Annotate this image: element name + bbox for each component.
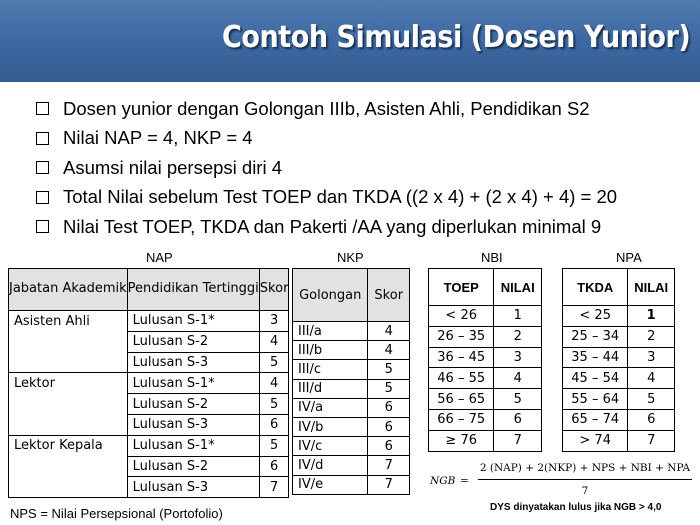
- table-row: [563, 368, 675, 389]
- skor-cell: 4: [259, 373, 289, 394]
- toep-range-cell: 66 – 75: [429, 409, 494, 430]
- skor-cell: 5: [368, 379, 410, 398]
- skor-cell: 7: [368, 456, 410, 475]
- golongan-cell: IV/c: [293, 437, 368, 456]
- table-row: [293, 379, 410, 398]
- title-banner: [0, 0, 700, 82]
- pendidikan-cell: Lulusan S-1*: [127, 435, 259, 456]
- skor-cell: 7: [259, 477, 289, 498]
- skor-cell: 3: [259, 311, 289, 332]
- column-header: Skor: [259, 269, 289, 311]
- bullet-item: [36, 124, 686, 154]
- checkbox-bullet-icon: [36, 161, 49, 174]
- tkda-range-cell: 45 – 54: [563, 368, 628, 389]
- toep-range-cell: 46 – 55: [429, 368, 494, 389]
- tkda-range-cell: 25 – 34: [563, 326, 628, 347]
- nilai-cell: 5: [628, 389, 675, 410]
- table-row: [429, 306, 542, 327]
- pendidikan-cell: Lulusan S-1*: [127, 373, 259, 394]
- jabatan-cell: Lektor: [9, 373, 128, 394]
- pass-criteria-note: DYS dinyatakan lulus jika NGB > 4,0: [490, 502, 662, 513]
- skor-cell: 5: [259, 352, 289, 373]
- column-header: Skor: [368, 269, 410, 322]
- skor-cell: 6: [368, 437, 410, 456]
- table-row: [293, 437, 410, 456]
- bullet-text: Total Nilai sebelum Test TOEP dan TKDA ((2 x 4) + (2 x 4) + 4) = 20: [63, 186, 618, 208]
- table-row: [293, 417, 410, 436]
- golongan-cell: IV/e: [293, 475, 368, 494]
- nilai-cell: 5: [494, 389, 542, 410]
- bullet-text: Nilai Test TOEP, TKDA dan Pakerti /AA yang diperlukan minimal 9: [63, 215, 602, 237]
- bullet-text: Nilai NAP = 4, NKP = 4: [63, 127, 253, 149]
- jabatan-cell: Asisten Ahli: [9, 311, 128, 332]
- nps-definition-note: NPS = Nilai Persepsional (Portofolio): [10, 506, 223, 521]
- table-row: [9, 373, 289, 394]
- ngb-formula: [430, 462, 692, 500]
- tkda-range-cell: 65 – 74: [563, 409, 628, 430]
- npa-table-label: NPA: [616, 250, 642, 265]
- toep-range-cell: ≥ 76: [429, 430, 494, 451]
- formula-equals: =: [460, 475, 469, 487]
- bullet-item: [36, 94, 686, 124]
- nilai-cell: 6: [628, 409, 675, 430]
- table-row: [563, 347, 675, 368]
- jabatan-cell: [9, 477, 128, 498]
- toep-range-cell: 36 – 45: [429, 347, 494, 368]
- bullet-item: [36, 212, 686, 242]
- table-row: [9, 414, 289, 435]
- formula-numerator: 2 (NAP) + 2(NKP) + NPS + NBI + NPA: [479, 462, 691, 474]
- formula-denominator: 7: [581, 485, 589, 497]
- skor-cell: 4: [259, 331, 289, 352]
- table-row: [293, 322, 410, 341]
- column-header: TKDA: [563, 269, 628, 306]
- column-header: NILAI: [628, 269, 675, 306]
- table-row: [563, 326, 675, 347]
- table-header-row: [563, 269, 675, 306]
- nbi-table-label: NBI: [481, 250, 503, 265]
- column-header: Golongan: [293, 269, 368, 322]
- skor-cell: 4: [368, 341, 410, 360]
- nkp-table: [292, 268, 410, 495]
- table-row: [429, 409, 542, 430]
- golongan-cell: III/c: [293, 360, 368, 379]
- bullet-item: [36, 153, 686, 183]
- table-row: [563, 409, 675, 430]
- table-row: [9, 311, 289, 332]
- nilai-cell: 4: [628, 368, 675, 389]
- pendidikan-cell: Lulusan S-2: [127, 456, 259, 477]
- table-row: [9, 456, 289, 477]
- table-row: [429, 430, 542, 451]
- bullet-text: Asumsi nilai persepsi diri 4: [63, 156, 283, 178]
- table-row: [9, 352, 289, 373]
- jabatan-cell: Lektor Kepala: [9, 435, 128, 456]
- bullet-text: Dosen yunior dengan Golongan IIIb, Asisten Ahli, Pendidikan S2: [63, 97, 590, 119]
- nilai-cell: 6: [494, 409, 542, 430]
- skor-cell: 5: [368, 360, 410, 379]
- tkda-range-cell: > 74: [563, 430, 628, 451]
- tkda-range-cell: 35 – 44: [563, 347, 628, 368]
- table-header-row: [429, 269, 542, 306]
- column-header: TOEP: [429, 269, 494, 306]
- fraction-bar: [478, 479, 692, 480]
- table-row: [429, 347, 542, 368]
- column-header: Pendidikan Tertinggi: [127, 269, 259, 311]
- table-row: [429, 389, 542, 410]
- skor-cell: 6: [259, 414, 289, 435]
- pendidikan-cell: Lulusan S-3: [127, 352, 259, 373]
- golongan-cell: III/a: [293, 322, 368, 341]
- table-row: [293, 456, 410, 475]
- nilai-cell: 1: [494, 306, 542, 327]
- table-row: [9, 331, 289, 352]
- golongan-cell: III/b: [293, 341, 368, 360]
- pendidikan-cell: Lulusan S-1*: [127, 311, 259, 332]
- table-row: [293, 360, 410, 379]
- tkda-range-cell: < 25: [563, 306, 628, 327]
- jabatan-cell: [9, 414, 128, 435]
- table-header-row: [9, 269, 289, 311]
- toep-range-cell: 56 – 65: [429, 389, 494, 410]
- nap-table-label: NAP: [146, 250, 173, 265]
- table-row: [293, 398, 410, 417]
- golongan-cell: III/d: [293, 379, 368, 398]
- page-title: Contoh Simulasi (Dosen Yunior): [221, 20, 690, 55]
- golongan-cell: IV/b: [293, 417, 368, 436]
- pendidikan-cell: Lulusan S-3: [127, 477, 259, 498]
- pendidikan-cell: Lulusan S-2: [127, 394, 259, 415]
- skor-cell: 5: [259, 394, 289, 415]
- nilai-cell: 7: [628, 430, 675, 451]
- table-row: [9, 477, 289, 498]
- nilai-cell: 1: [628, 306, 675, 327]
- toep-range-cell: < 26: [429, 306, 494, 327]
- nilai-cell: 3: [628, 347, 675, 368]
- jabatan-cell: [9, 456, 128, 477]
- bullet-item: [36, 183, 686, 213]
- table-header-row: [293, 269, 410, 322]
- nbi-table: [428, 268, 542, 452]
- pendidikan-cell: Lulusan S-3: [127, 414, 259, 435]
- column-header: Jabatan Akademik: [9, 269, 128, 311]
- nap-table: [8, 268, 289, 498]
- table-row: [9, 435, 289, 456]
- table-row: [293, 341, 410, 360]
- npa-table: [562, 268, 675, 452]
- nilai-cell: 2: [628, 326, 675, 347]
- golongan-cell: IV/d: [293, 456, 368, 475]
- golongan-cell: IV/a: [293, 398, 368, 417]
- checkbox-bullet-icon: [36, 132, 49, 145]
- bullet-list: [36, 94, 686, 242]
- table-row: [293, 475, 410, 494]
- nkp-table-label: NKP: [337, 250, 364, 265]
- table-row: [563, 430, 675, 451]
- formula-lhs: NGB: [430, 475, 456, 487]
- column-header: NILAI: [494, 269, 542, 306]
- pendidikan-cell: Lulusan S-2: [127, 331, 259, 352]
- table-row: [563, 306, 675, 327]
- nilai-cell: 3: [494, 347, 542, 368]
- checkbox-bullet-icon: [36, 102, 49, 115]
- skor-cell: 7: [368, 475, 410, 494]
- skor-cell: 5: [259, 435, 289, 456]
- checkbox-bullet-icon: [36, 220, 49, 233]
- nilai-cell: 2: [494, 326, 542, 347]
- skor-cell: 6: [259, 456, 289, 477]
- table-row: [563, 389, 675, 410]
- nilai-cell: 4: [494, 368, 542, 389]
- skor-cell: 4: [368, 322, 410, 341]
- jabatan-cell: [9, 352, 128, 373]
- skor-cell: 6: [368, 417, 410, 436]
- toep-range-cell: 26 – 35: [429, 326, 494, 347]
- tkda-range-cell: 55 – 64: [563, 389, 628, 410]
- jabatan-cell: [9, 331, 128, 352]
- table-row: [9, 394, 289, 415]
- table-row: [429, 368, 542, 389]
- table-row: [429, 326, 542, 347]
- jabatan-cell: [9, 394, 128, 415]
- skor-cell: 6: [368, 398, 410, 417]
- nilai-cell: 7: [494, 430, 542, 451]
- checkbox-bullet-icon: [36, 191, 49, 204]
